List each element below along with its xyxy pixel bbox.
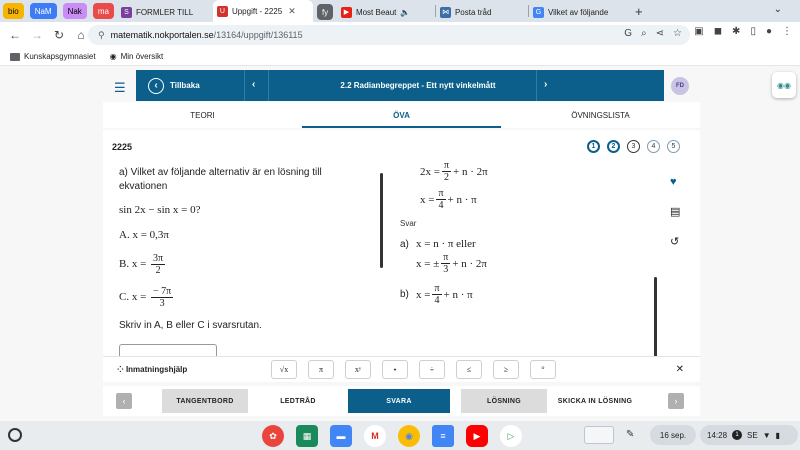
side-panel-icon[interactable]: ▯ bbox=[750, 26, 756, 37]
numerator: − 7π bbox=[153, 285, 172, 297]
divide-key[interactable]: ÷ bbox=[419, 360, 445, 379]
next-arrow-icon[interactable]: › bbox=[668, 393, 684, 409]
tab-most-beaut[interactable] bbox=[337, 2, 435, 22]
bookmark-min-oversikt[interactable] bbox=[110, 52, 164, 61]
status-area[interactable] bbox=[700, 425, 798, 445]
sqrt-key[interactable]: √x bbox=[271, 360, 297, 379]
numerator: 3π bbox=[153, 252, 164, 264]
numerator: π bbox=[443, 160, 450, 171]
answer-button[interactable]: SVARA bbox=[348, 389, 450, 413]
solution-rest: + n · π bbox=[447, 193, 477, 206]
divider bbox=[536, 70, 537, 101]
home-icon[interactable]: ⌂ bbox=[77, 28, 85, 42]
fraction bbox=[432, 283, 441, 306]
option-c-prefix: C. x = bbox=[119, 290, 147, 303]
app-header bbox=[136, 70, 664, 101]
tab-title: Most Beaut bbox=[355, 7, 397, 17]
tab-posta-trad[interactable] bbox=[436, 2, 528, 22]
svar-label: Svar bbox=[400, 219, 417, 228]
solution-rest: + n · π bbox=[443, 288, 473, 301]
globe-icon: ◉ bbox=[109, 52, 117, 61]
avatar[interactable]: FD bbox=[671, 77, 689, 95]
bookmark-kunskapsgymnasiet[interactable] bbox=[10, 52, 96, 61]
docs-app-icon[interactable]: ≡ bbox=[432, 425, 454, 447]
close-icon[interactable]: ✕ bbox=[288, 5, 296, 16]
share-icon[interactable]: ⋖ bbox=[655, 28, 665, 39]
paint-app-icon[interactable]: ✿ bbox=[262, 425, 284, 447]
url-input[interactable] bbox=[88, 25, 690, 45]
task-number: 2225 bbox=[112, 142, 133, 152]
denominator: 3 bbox=[443, 264, 449, 275]
fraction bbox=[441, 252, 450, 275]
wifi-icon: ▼ bbox=[762, 430, 771, 440]
denominator: 3 bbox=[159, 297, 165, 309]
hamburger-menu-icon[interactable]: ☰ bbox=[114, 80, 126, 95]
tab-title: Posta tråd bbox=[454, 7, 492, 17]
speaker-icon: 🔈 bbox=[400, 7, 411, 17]
date-display[interactable]: 16 sep. bbox=[650, 425, 696, 445]
battery-icon: ▮ bbox=[775, 430, 781, 440]
solution-lhs: x = bbox=[420, 193, 435, 206]
answer-a-line-2 bbox=[416, 252, 660, 275]
answer-a-line-1 bbox=[400, 238, 660, 250]
reload-icon[interactable]: ↻ bbox=[53, 28, 65, 42]
math-keys bbox=[271, 360, 556, 379]
classroom-app-icon[interactable]: ▦ bbox=[296, 425, 318, 447]
close-icon[interactable]: ✕ bbox=[675, 364, 684, 375]
degree-key[interactable]: ° bbox=[530, 360, 556, 379]
tab-ova[interactable]: ÖVA bbox=[302, 102, 501, 128]
google-icon: G bbox=[533, 7, 544, 18]
fraction bbox=[442, 160, 451, 183]
input-helper-label: ⁘ Inmatningshjälp bbox=[117, 365, 188, 374]
browser-tab-strip bbox=[0, 0, 800, 22]
submit-solution-button[interactable]: SKICKA IN LÖSNING bbox=[557, 397, 633, 405]
progress-step-2[interactable]: 2 bbox=[607, 140, 620, 153]
page-title: 2.2 Radianbegreppet - Ett nytt vinkelmått bbox=[340, 81, 496, 90]
numerator: π bbox=[438, 188, 444, 199]
bookmark-label: Kunskapsgymnasiet bbox=[24, 52, 96, 61]
keyboard-locale: SE bbox=[747, 430, 758, 440]
question-column bbox=[119, 166, 369, 342]
shield-extension-icon[interactable]: ◼ bbox=[713, 26, 723, 37]
previous-chevron-icon[interactable]: ‹ bbox=[252, 79, 256, 90]
scrollbar[interactable] bbox=[654, 277, 657, 356]
forum-icon: ⋈ bbox=[440, 7, 451, 18]
hint-button[interactable]: LEDTRÅD bbox=[280, 397, 316, 405]
divider bbox=[268, 70, 269, 101]
task-card bbox=[103, 130, 700, 356]
bookmark-label: Min översikt bbox=[120, 52, 164, 61]
fraction bbox=[151, 286, 173, 309]
google-lens-icon[interactable]: G bbox=[624, 28, 633, 39]
denominator: 4 bbox=[434, 295, 440, 306]
numerator: π bbox=[434, 283, 440, 294]
fraction bbox=[151, 253, 165, 276]
tab-group-label: bio bbox=[8, 6, 19, 16]
answer-a-label: a) bbox=[400, 238, 409, 250]
multiply-key[interactable]: ⋆ bbox=[382, 360, 408, 379]
tab-formler[interactable] bbox=[117, 2, 213, 22]
tab-group-bio[interactable] bbox=[3, 3, 24, 19]
document-icon[interactable]: ▤ bbox=[670, 206, 681, 218]
tab-ovningslista[interactable]: ÖVNINGSLISTA bbox=[571, 111, 630, 120]
solution-lhs: x = ± bbox=[416, 257, 440, 270]
tab-vilket[interactable] bbox=[529, 2, 629, 22]
profile-avatar-icon[interactable]: ● bbox=[765, 26, 772, 37]
back-arrow-icon[interactable]: ← bbox=[9, 28, 21, 42]
task-progress bbox=[587, 140, 680, 153]
tab-favicon-icon: U bbox=[217, 6, 228, 17]
new-tab-button[interactable]: + bbox=[634, 3, 643, 19]
instruction-text: Skriv in A, B eller C i svarsrutan. bbox=[119, 319, 262, 331]
tab-favicon-icon: S bbox=[121, 7, 132, 18]
solution-lhs: x = bbox=[416, 288, 431, 301]
gmail-app-icon[interactable]: M bbox=[364, 425, 386, 447]
launcher-icon[interactable] bbox=[8, 428, 22, 442]
tab-group-label: fy bbox=[317, 4, 333, 20]
play-store-app-icon[interactable]: ▷ bbox=[500, 425, 522, 447]
less-equal-key[interactable]: ≤ bbox=[456, 360, 482, 379]
answer-input[interactable] bbox=[119, 344, 217, 356]
forward-arrow-icon[interactable]: → bbox=[31, 28, 43, 42]
files-app-icon[interactable]: ▬ bbox=[330, 425, 352, 447]
option-b bbox=[119, 253, 369, 276]
progress-step-5[interactable]: 5 bbox=[667, 140, 680, 153]
back-circle-icon[interactable]: ‹ bbox=[148, 78, 164, 94]
tab-group-nak[interactable] bbox=[63, 3, 87, 19]
tote-thumbnail[interactable] bbox=[584, 426, 614, 444]
answer-b-label: b) bbox=[400, 289, 409, 300]
tab-title: FORMLER TILL bbox=[135, 7, 194, 17]
tab-title: Vilket av följande bbox=[547, 7, 609, 17]
numerator: π bbox=[443, 252, 449, 263]
address-bar bbox=[0, 22, 800, 48]
progress-step-4[interactable]: 4 bbox=[647, 140, 660, 153]
solution-button[interactable]: LÖSNING bbox=[461, 389, 547, 413]
url-path: /13164/uppgift/136115 bbox=[213, 30, 303, 40]
next-chevron-icon[interactable]: › bbox=[544, 79, 548, 90]
back-label[interactable]: Tillbaka bbox=[170, 81, 200, 90]
notification-count: 1 bbox=[732, 430, 742, 440]
denominator: 2 bbox=[155, 264, 161, 276]
extension-icon[interactable]: ▣ bbox=[694, 26, 704, 37]
tab-group-ma[interactable] bbox=[93, 3, 114, 19]
site-info-icon[interactable]: ⚲ bbox=[98, 29, 105, 40]
shelf-apps bbox=[262, 425, 522, 447]
divider bbox=[244, 70, 245, 101]
helper-label-text: Inmatningshjälp bbox=[125, 365, 188, 374]
option-b-prefix: B. x = bbox=[119, 257, 147, 270]
denominator: 4 bbox=[438, 200, 444, 211]
chrome-app-icon[interactable]: ◉ bbox=[398, 425, 420, 447]
question-text: a) Vilket av följande alternativ är en lösning till ekvationen bbox=[119, 167, 322, 192]
action-bar bbox=[103, 386, 700, 416]
denominator: 2 bbox=[444, 172, 449, 183]
equation: sin 2x − sin x = 0? bbox=[119, 204, 201, 216]
chevron-down-icon[interactable]: ⌄ bbox=[773, 4, 782, 15]
tab-title: Uppgift - 2225 bbox=[231, 6, 283, 16]
pi-key[interactable]: π bbox=[308, 360, 334, 379]
puzzle-icon[interactable]: ✱ bbox=[732, 26, 741, 37]
section-tabs bbox=[103, 102, 700, 128]
menu-dots-icon[interactable]: ⋮ bbox=[782, 26, 792, 37]
scrollbar[interactable] bbox=[380, 173, 383, 268]
tab-group-label: ma bbox=[97, 6, 109, 16]
option-a: A. x = 0,3π bbox=[119, 228, 169, 241]
side-actions bbox=[670, 176, 680, 248]
solution-rest: + n · 2π bbox=[452, 257, 487, 270]
tab-group-nam[interactable] bbox=[30, 3, 57, 19]
notes-icon[interactable]: ✎ bbox=[626, 429, 635, 440]
tab-uppgift[interactable] bbox=[213, 0, 313, 22]
os-shelf bbox=[0, 421, 800, 450]
solution-line-2 bbox=[420, 188, 660, 211]
folder-icon bbox=[10, 53, 20, 61]
progress-step-1[interactable]: 1 bbox=[587, 140, 600, 153]
youtube-icon: ▶ bbox=[341, 7, 352, 18]
solution-line-1 bbox=[420, 160, 660, 183]
url-host: matematik.nokportalen.se bbox=[110, 30, 214, 40]
progress-step-3[interactable]: 3 bbox=[627, 140, 640, 153]
answer-b-line bbox=[400, 283, 660, 306]
answer-a-text: x = n · π eller bbox=[416, 238, 476, 250]
previous-arrow-icon[interactable]: ‹ bbox=[116, 393, 132, 409]
keyboard-button[interactable]: TANGENTBORD bbox=[162, 389, 248, 413]
tab-group-label: Nak bbox=[67, 6, 82, 16]
heart-icon[interactable]: ♥ bbox=[670, 176, 677, 188]
input-helper-bar bbox=[103, 356, 700, 382]
solution-column bbox=[400, 160, 660, 311]
power-key[interactable]: xʸ bbox=[345, 360, 371, 379]
greater-equal-key[interactable]: ≥ bbox=[493, 360, 519, 379]
option-c bbox=[119, 286, 369, 309]
history-icon[interactable]: ↺ bbox=[670, 236, 680, 248]
bookmarks-bar bbox=[0, 48, 800, 66]
star-icon[interactable]: ☆ bbox=[673, 28, 682, 39]
tab-group-label: NaM bbox=[34, 6, 52, 16]
fraction bbox=[436, 188, 445, 211]
solution-lhs: 2x = bbox=[420, 165, 440, 178]
youtube-app-icon[interactable]: ▶ bbox=[466, 425, 488, 447]
solution-rest: + n · 2π bbox=[453, 165, 488, 178]
zoom-icon[interactable]: ⌕ bbox=[641, 28, 647, 39]
tab-teori[interactable]: TEORI bbox=[190, 111, 215, 120]
clock: 14:28 bbox=[707, 430, 728, 440]
tab-fy[interactable] bbox=[313, 2, 337, 22]
mascot-face-icon[interactable]: ◉◉ bbox=[772, 72, 796, 98]
